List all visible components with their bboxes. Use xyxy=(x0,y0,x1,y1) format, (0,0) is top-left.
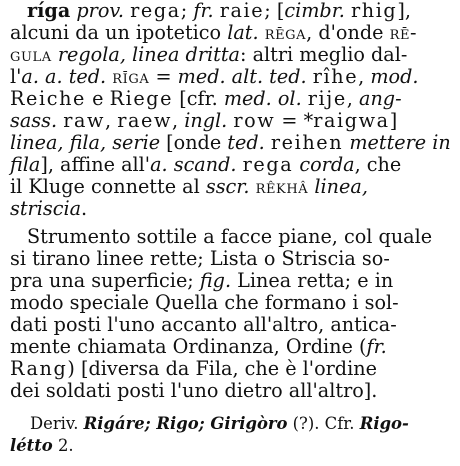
etymology-line xyxy=(0,110,460,132)
text-run: fr. xyxy=(366,336,387,358)
text-run: il Kluge connette al xyxy=(10,176,206,198)
etymology-line xyxy=(0,176,460,198)
text-run: corda xyxy=(299,154,355,176)
text-run: rije xyxy=(307,88,347,110)
text-run: sass. xyxy=(10,110,58,132)
text-run: a. scand. xyxy=(150,154,237,176)
text-run: Riege xyxy=(109,88,174,110)
etymology-line xyxy=(0,0,460,22)
text-run: alcuni da un ipotetico xyxy=(10,22,228,44)
text-run: ) [diversa da Fila, che è l'ordine xyxy=(67,358,377,380)
text-run: regola, linea dritta xyxy=(57,44,240,66)
text-run: , xyxy=(105,110,118,132)
text-run: Rang xyxy=(10,358,68,380)
text-run: , xyxy=(358,66,371,88)
text-run: dei soldati posti l'uno dietro all'altro]. xyxy=(10,380,378,402)
text-run: létto xyxy=(10,436,53,455)
text-run: [cfr. xyxy=(173,88,224,110)
text-run: fila xyxy=(10,154,41,176)
definition-line xyxy=(0,336,460,358)
text-run: [onde xyxy=(160,132,228,154)
text-run: e xyxy=(86,88,110,110)
text-run: ingl. xyxy=(184,110,228,132)
text-run: cimbr. xyxy=(284,0,345,22)
etymology-line xyxy=(0,88,460,110)
text-run: raigwa xyxy=(313,110,390,132)
etymology-line xyxy=(0,44,460,66)
definition-line xyxy=(0,380,460,402)
text-run: Rigo- xyxy=(359,414,409,433)
text-run: mod. xyxy=(370,66,419,88)
text-run: Deriv. xyxy=(30,414,84,433)
text-run: , xyxy=(346,88,359,110)
etymology-line xyxy=(0,22,460,44)
text-run: ], xyxy=(397,0,411,22)
text-run: prov. xyxy=(76,0,125,22)
text-run: rīga xyxy=(112,66,150,88)
etymology-line xyxy=(0,154,460,176)
text-run: linea, xyxy=(314,176,368,198)
text-run: reihen xyxy=(270,132,344,154)
text-run: rega xyxy=(130,0,181,22)
text-run: fig. xyxy=(199,270,232,292)
text-run: sscr. xyxy=(205,176,250,198)
text-run: ; [ xyxy=(264,0,285,22)
text-run: 2. xyxy=(52,436,74,455)
text-run: mente chiamata Ordinanza, Ordine ( xyxy=(10,336,367,358)
definition-line xyxy=(0,248,460,270)
text-run: rhig xyxy=(350,0,398,22)
text-run: . xyxy=(81,198,88,220)
text-run: l' xyxy=(10,66,22,88)
text-run: rega xyxy=(242,154,294,176)
text-run: raie xyxy=(219,0,265,22)
text-run: ], affine all' xyxy=(40,154,151,176)
text-run: dati posti l'uno accanto all'altro, antica- xyxy=(10,314,397,336)
text-run: rîhe xyxy=(312,66,359,88)
text-run: : altri meglio dal- xyxy=(240,44,408,66)
text-run: Linea retta; e in xyxy=(231,270,394,292)
text-run: a. a. ted. xyxy=(21,66,107,88)
text-run: med. alt. ted. xyxy=(177,66,307,88)
derivation-line xyxy=(0,436,460,456)
text-run: Strumento sottile a facce piane, col quale xyxy=(27,226,433,248)
text-run: , d'onde xyxy=(306,22,390,44)
derivation-line xyxy=(0,414,460,434)
text-run: striscia xyxy=(10,198,82,220)
text-run: ang- xyxy=(359,88,402,110)
text-run: modo speciale Quella che formano i sol- xyxy=(10,292,399,314)
text-run: Reiche xyxy=(10,88,86,110)
text-run: si tirano linee rette; Lista o Striscia so- xyxy=(10,248,390,270)
text-run: , xyxy=(172,110,185,132)
definition-line xyxy=(0,292,460,314)
definition-line xyxy=(0,270,460,292)
text-run: Rigáre; Rigo; Girigòro xyxy=(83,414,288,433)
definition-line xyxy=(0,314,460,336)
text-run: ; xyxy=(180,0,194,22)
etymology-line xyxy=(0,132,460,154)
text-run: mettere in xyxy=(349,132,451,154)
text-run: = xyxy=(149,66,178,88)
etymology-line xyxy=(0,198,460,220)
text-run: = * xyxy=(275,110,314,132)
text-run: med. ol. xyxy=(223,88,302,110)
text-run: ted. xyxy=(227,132,265,154)
text-run: raew xyxy=(117,110,173,132)
text-run: gula xyxy=(10,44,52,66)
text-run: , che xyxy=(354,154,402,176)
text-run: fr. xyxy=(193,0,214,22)
text-run: rêkhâ xyxy=(255,176,309,198)
text-run: linea, fila, serie xyxy=(10,132,161,154)
text-run: ] xyxy=(389,110,398,132)
text-run: pra una superficie; xyxy=(10,270,200,292)
definition-line xyxy=(0,358,460,380)
text-run: lat. xyxy=(227,22,259,44)
text-run: rē- xyxy=(389,22,418,44)
etymology-line xyxy=(0,66,460,88)
text-run: rēga xyxy=(264,22,307,44)
text-run: ríga xyxy=(27,0,71,22)
text-run: row xyxy=(233,110,276,132)
text-run: (?). Cfr. xyxy=(287,414,360,433)
definition-line xyxy=(0,226,460,248)
text-run: raw xyxy=(63,110,106,132)
